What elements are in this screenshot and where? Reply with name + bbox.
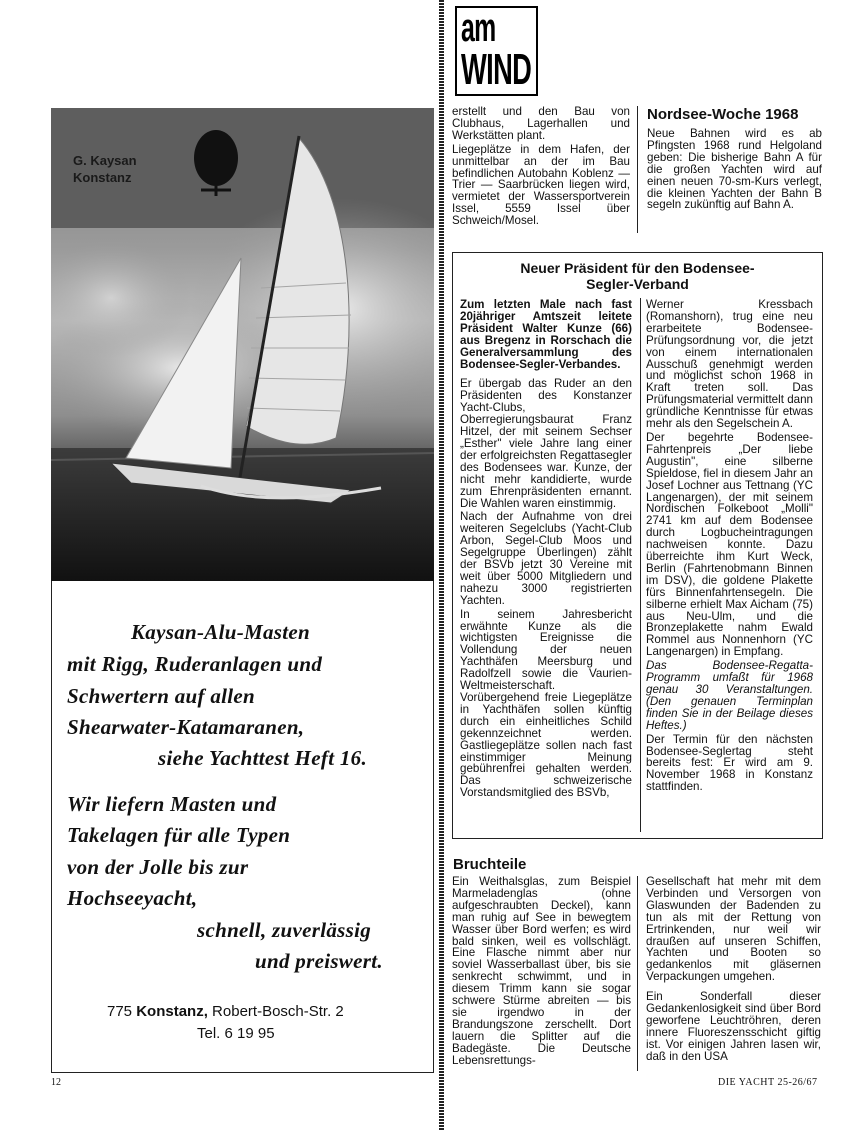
logo-line-am: am <box>461 6 496 50</box>
address-zip: 775 <box>107 1003 133 1020</box>
ad-line-4: Shearwater-Katamaranen, <box>67 715 305 739</box>
praesident-paragraph-3: In seinem Jahresbericht erwähnte Kunze als die wichtigsten Ereignisse die Vollendung der neuen Yachthäfen Meersburg und Radolfzell sowie die Vaurien-Weltmeisterschaft. Vorübergehend freie Liegeplätze in Yachthäfen sollen künftig durch ein einheitliches Schild gekennzeichnet werden. Gastliegeplätze sollen nach fast einstimmiger Meinung gebührenfrei gehalten werden. Das schweizerische Vorstandsmitglied des BSVb, <box>460 607 632 800</box>
logo-line-wind: WIND <box>461 45 532 94</box>
footer-magazine: DIE YACHT 25-26/67 <box>718 1077 818 1088</box>
praesident-paragraph-2: Nach der Aufnahme von drei weiteren Segelclubs (Yacht-Club Arbon, Segel-Club Moos und Segelgruppe Überlingen) zählt der BSVb jetzt 30 Vereine mit weit über 5000 Mitgliedern und nahezu 3000 registrierten Yachten. <box>460 510 632 607</box>
ad-line-10: schnell, zuverlässig <box>197 918 372 942</box>
bruchteile-paragraph-3: Ein Sonderfall dieser Gedankenlosigkeit sind über Bord geworfene Leuchtröhren, deren innere Fluoreszensschicht giftig ist. Vor einigen Jahren lasen wir, daß in den USA <box>646 990 821 1063</box>
ad-line-8: von der Jolle bis zur <box>67 855 249 879</box>
ad-line-11: und preiswert. <box>255 949 383 973</box>
bruchteile-paragraph-2: Gesellschaft hat mehr mit dem Verbinden und Versorgen von Glaswunden der Badenden zu tun als mit der Rettung von Ertrinkenden, nur weil wir draußen auf unseren Schiffen, Yachten und Booten so gedankenlos mit gläsernen Verpackungen umgehen. <box>646 875 821 984</box>
ad-line-7: Takelagen für alle Typen <box>67 823 291 847</box>
column-divider <box>439 0 444 1130</box>
ad-line-3: Schwertern auf allen <box>67 684 256 708</box>
nordsee-title: Nordsee-Woche 1968 <box>647 106 799 123</box>
am-wind-logo <box>455 6 538 96</box>
photo-brand-name: G. Kaysan <box>73 153 137 168</box>
ad-line-1: Kaysan-Alu-Masten <box>131 620 310 644</box>
issel-paragraph-2: Liegeplätze in dem Hafen, der unmittelbar an der im Bau befindlichen Autobahn Koblenz — Trier — Saarbrücken liegen wird, vermietet der Wassersportverein Issel, 5559 Issel über Schweich/Mosel. <box>452 142 630 228</box>
praesident-title-line-1: Neuer Präsident für den Bodensee- <box>520 260 755 276</box>
ad-address <box>107 1003 344 1020</box>
praesident-column-rule <box>640 298 641 832</box>
praesident-paragraph-4: Werner Kressbach (Romanshorn), trug eine neu erarbeitete Bodensee-Prüfungsordnung vor, die jetzt von einem internationalen Ausschuß genehmigt werden und möglichst schon 1968 in Kraft treten soll. Das Prüfungsmaterial vermittelt dann gründliche Kenntnisse für etwas mehr als den Segelschein A. <box>646 298 813 431</box>
praesident-paragraph-5: Der begehrte Bodensee-Fahrtenpreis „Der liebe Augustin", eine silberne Spieldose, fiel in diesem Jahr an Josef Lochner aus Tettnang (YC Langenargen), der mit seinem Nordischen Folkeboot „Molli" 2741 km auf dem Bodensee durch Logbucheintragungen nachweisen konnte. Dazu überreichte ihm Kurt Weck, Berlin (Fahrtenobmann Binnen im DSV), die goldene Plakette fürs Binnenfahrtensegeln. Die silberne erhielt Max Aicham (75) aus Neu-Ulm, und die Bronzeplakette nahm Ewald Rommel aus Nonnenhorn (YC Langenargen) in Empfang. <box>646 430 813 659</box>
photo-brand-city: Konstanz <box>73 170 132 185</box>
nordsee-body: Neue Bahnen wird es ab Pfingsten 1968 rund Helgoland geben: Die bisherige Bahn A für die großen Yachten wird auf einen neuen 70-sm-Kurs verlegt, die kleinen Yachten der Bahn B segeln zukünftig auf Bahn A. <box>647 127 822 212</box>
ad-phone: Tel. 6 19 95 <box>197 1025 275 1042</box>
issel-article <box>452 106 630 227</box>
praesident-paragraph-7: Der Termin für den nächsten Bodensee-Seglertag steht bereits fest: Er wird am 9. November 1968 in Konstanz stattfinden. <box>646 732 813 794</box>
praesident-right-column <box>646 299 813 793</box>
address-street: Robert-Bosch-Str. 2 <box>212 1003 344 1020</box>
praesident-title-line-2: Segler-Verband <box>586 276 689 292</box>
bruchteile-right-column <box>646 876 821 1063</box>
praesident-title <box>452 260 823 292</box>
praesident-paragraph-1: Er übergab das Ruder an den Präsidenten des Konstanzer Yacht-Clubs, Oberregierungsbaurat Franz Hitzel, der mit seinem Sechser „Esther" viele Jahre lang einer der erfolgreichsten Regattasegler des Bodensees war. Kunze, der nicht mehr kandidierte, wurde zum Ehrenpräsidenten ernannt. Die Wahlen waren einstimmig. <box>460 377 632 510</box>
bruchteile-title: Bruchteile <box>453 856 527 873</box>
ad-line-6: Wir liefern Masten und <box>67 792 277 816</box>
bruchteile-left-column: Ein Weithalsglas, zum Beispiel Marmeladenglas (ohne aufgeschraubten Deckel), kann man ruhig auf See in bewegtem Wasser über Bord werfen; es wird bald sinken, weil es vollschlägt. Eine Flasche nimmt aber nur soviel Wasserballast über, bis sie senkrecht schwimmt, und in diesem Trimm kann sie sogar schwere Stürme abreiten — bis sie irgendwo in der Brandungszone zerschellt. Dort lauern die Splitter auf die Badegäste. Die Deutsche Lebensrettungs- <box>452 875 631 1067</box>
praesident-left-column <box>460 299 632 799</box>
praesident-lead: Zum letzten Male nach fast 20jähriger Amtszeit leitete Präsident Walter Kunze (66) aus Bregenz in Rorschach die Generalversammlung des Bodensee-Segler-Verbandes. <box>460 298 632 371</box>
ad-line-2: mit Rigg, Ruderanlagen und <box>67 652 323 676</box>
praesident-paragraph-6: Das Bodensee-Regatta-Programm umfaßt für 1968 genau 30 Veranstaltungen. (Den genauen Terminplan finden Sie in der Beilage dieses Heftes.) <box>646 659 813 732</box>
bruchteile-column-rule <box>637 876 638 1071</box>
page-number: 12 <box>51 1077 61 1088</box>
ad-line-5: siehe Yachttest Heft 16. <box>158 746 368 770</box>
address-city: Konstanz, <box>136 1003 208 1020</box>
ad-line-9: Hochseeyacht, <box>67 886 198 910</box>
sailboat-photo <box>51 108 434 581</box>
issel-paragraph-1: erstellt und den Bau von Clubhaus, Lagerhallen und Werkstätten plant. <box>452 105 630 142</box>
column-rule-top <box>637 106 638 233</box>
